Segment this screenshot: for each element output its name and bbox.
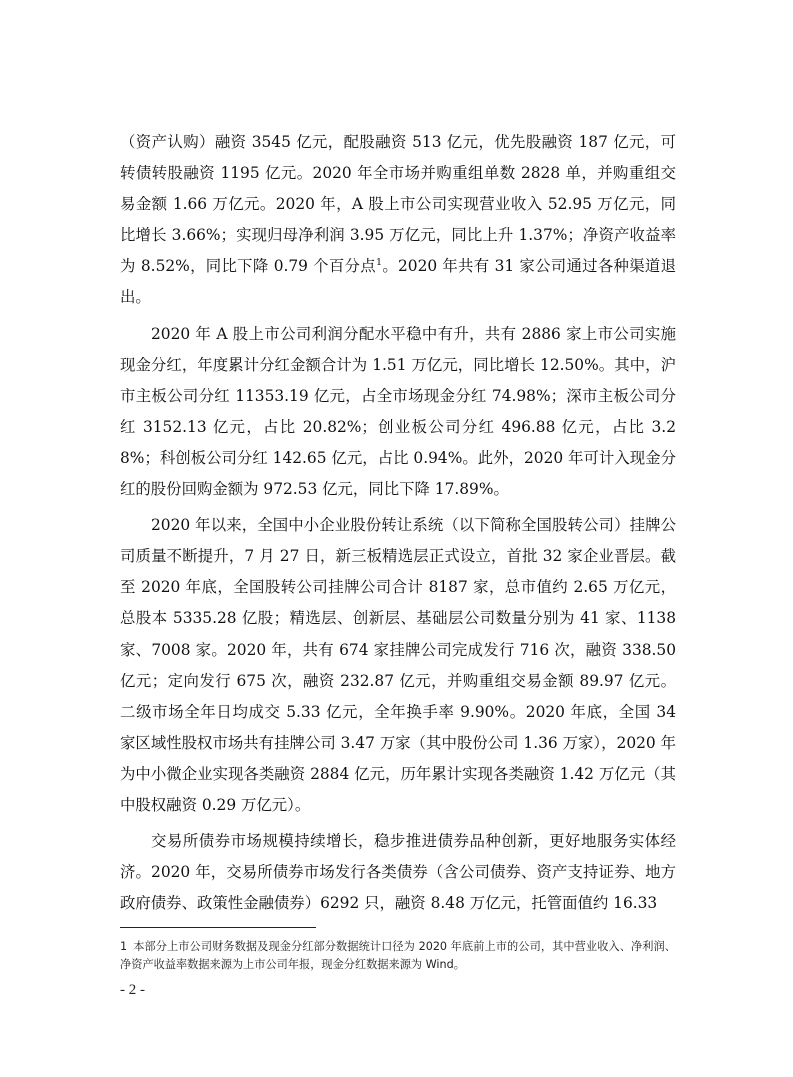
body-text xyxy=(120,127,676,924)
footnote-marker: 1 xyxy=(120,940,128,953)
paragraph-1-text-after: 。2020 年共有 31 家公司通过各种渠道退出。 xyxy=(120,257,676,307)
paragraph-1 xyxy=(120,127,676,314)
footnote-text: 本部分上市公司财务数据及现金分红部分数据统计口径为 2020 年底前上市的公司，其中营业收入、净利润、净资产收益率数据来源为上市公司年报，现金分红数据来源为 Wind。 xyxy=(120,940,676,971)
paragraph-3: 2020 年以来，全国中小企业股份转让系统（以下简称全国股转公司）挂牌公司质量不断提升，7 月 27 日，新三板精选层正式设立，首批 32 家企业晋层。截至 2020 年底，全国股转公司挂牌公司合计 8187 家，总市值约 2.65 万亿元，总股本 5335.28 亿股；精选层、创新层、基础层公司数量分别为 41 家、1138 家、7008 家。2020 年，共有 674 家挂牌公司完成发行 716 次，融资 338.50 亿元；定向发行 675 次，融资 232.87 亿元，并购重组交易金额 89.97 亿元。二级市场全年日均成交 5.33 亿元，全年换手率 9.90%。2020 年底，全国 34 家区域性股权市场共有挂牌公司 3.47 万家（其中股份公司 1.36 万家），2020 年为中小微企业实现各类融资 2884 亿元，历年累计实现各类融资 1.42 万亿元（其中股权融资 0.29 万亿元）。 xyxy=(120,516,676,814)
page-number: - 2 - xyxy=(120,982,145,998)
paragraph-1-text: （资产认购）融资 3545 亿元，配股融资 513 亿元，优先股融资 187 亿元，可转债转股融资 1195 亿元。2020 年全市场并购重组单数 2828 单，并购重组交易金额 1.66 万亿元。2020 年，A 股上市公司实现营业收入 52.95 万亿元，同比增长 3.66%；实现归母净利润 3.95 万亿元，同比上升 1.37%；净资产收益率为 8.52%，同比下降 0.79 个百分点 xyxy=(120,133,676,276)
paragraph-4: 交易所债券市场规模持续增长，稳步推进债券品种创新，更好地服务实体经济。2020 年，交易所债券市场发行各类债券（含公司债券、资产支持证券、地方政府债券、政策性金融债券）6292 只，融资 8.48 万亿元，托管面值约 16.33 xyxy=(120,832,676,913)
footnote xyxy=(120,938,676,974)
paragraph-2: 2020 年 A 股上市公司利润分配水平稳中有升，共有 2886 家上市公司实施现金分红，年度累计分红金额合计为 1.51 万亿元，同比增长 12.50%。其中，沪市主板公司分红 11353.19 亿元，占全市场现金分红 74.98%；深市主板公司分红 3152.13 亿元，占比 20.82%；创业板公司分红 496.88 亿元，占比 3.28%；科创板公司分红 142.65 亿元，占比 0.94%。此外，2020 年可计入现金分红的股份回购金额为 972.53 亿元，同比下降 17.89%。 xyxy=(120,324,676,499)
footnote-divider xyxy=(120,927,316,928)
footnote-reference[interactable]: 1 xyxy=(375,257,383,269)
